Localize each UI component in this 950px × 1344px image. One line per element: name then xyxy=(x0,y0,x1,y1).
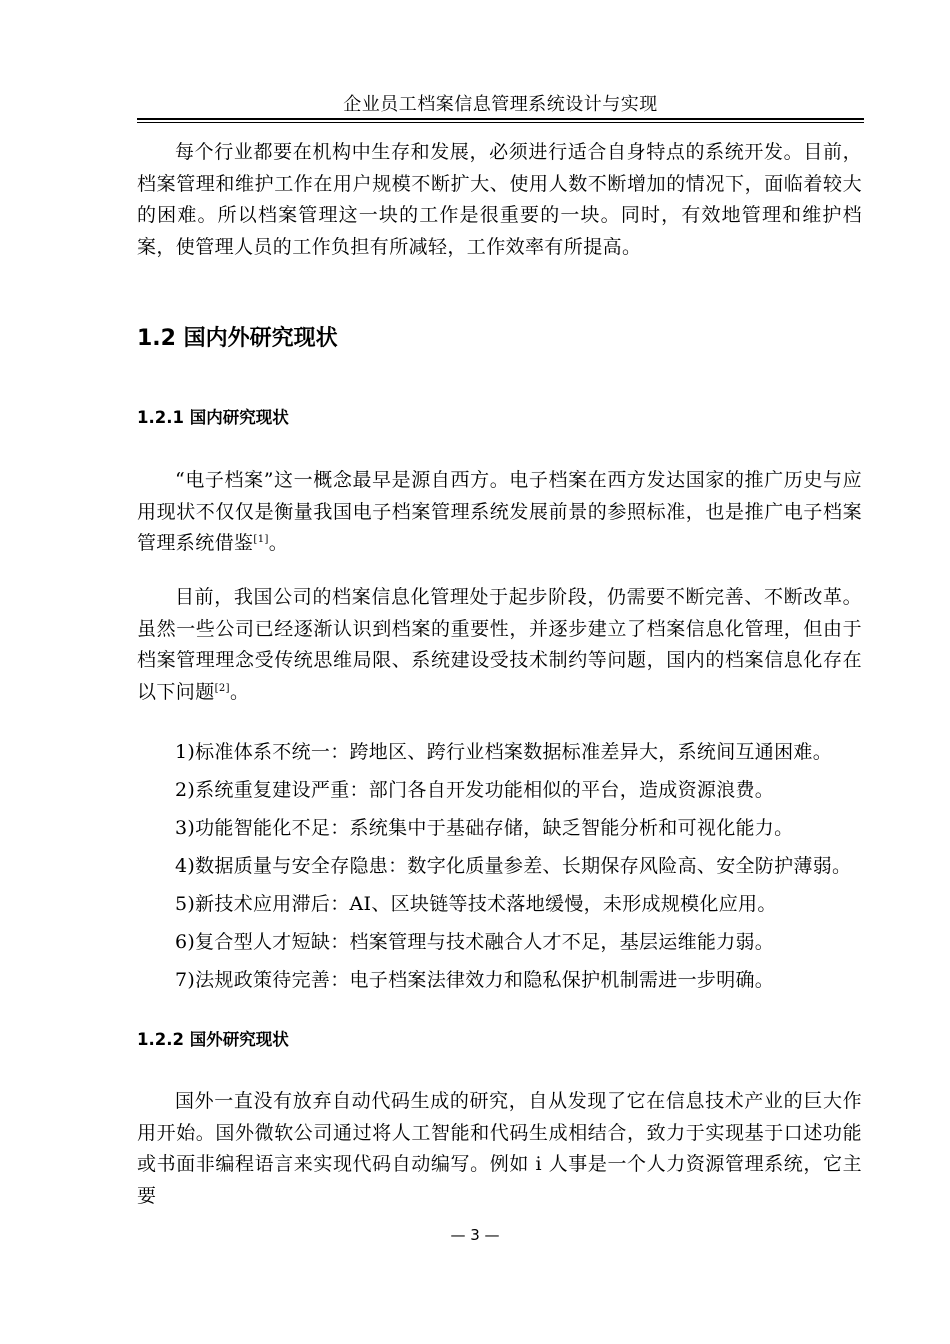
running-header: 企业员工档案信息管理系统设计与实现 xyxy=(343,94,658,115)
domestic-paragraph-1-end: 。 xyxy=(268,532,289,554)
problem-list-item: 2)系统重复建设严重：部门各自开发功能相似的平台，造成资源浪费。 xyxy=(175,779,775,801)
domestic-paragraph-1-text: “电子档案”这一概念最早是源自西方。电子档案在西方发达国家的推广历史与应用现状不仅仅是衡量我国电子档案管理系统发展前景的参照标准，也是推广电子档案管理系统借鉴 xyxy=(137,469,862,554)
header-rule-thin xyxy=(137,122,864,123)
foreign-paragraph-1: 国外一直没有放弃自动代码生成的研究，自从发现了它在信息技术产业的巨大作用开始。国外微软公司通过将人工智能和代码生成相结合，致力于实现基于口述功能或书面非编程语言来实现代码自动编写。例如 i 人事是一个人力资源管理系统，它主要 xyxy=(137,1090,862,1207)
problem-list-item: 6)复合型人才短缺：档案管理与技术融合人才不足，基层运维能力弱。 xyxy=(175,931,775,953)
problem-list-item: 7)法规政策待完善：电子档案法律效力和隐私保护机制需进一步明确。 xyxy=(175,969,775,991)
problem-list-item: 5)新技术应用滞后：AI、区块链等技术落地缓慢，未形成规模化应用。 xyxy=(175,893,777,915)
header-rule-thick xyxy=(137,118,864,120)
citation-ref-1: [1] xyxy=(253,534,269,545)
citation-ref-2: [2] xyxy=(214,682,230,694)
problem-list-item: 1)标准体系不统一：跨地区、跨行业档案数据标准差异大，系统间互通困难。 xyxy=(175,741,833,763)
domestic-paragraph-1 xyxy=(137,465,862,560)
section-heading-1-2: 1.2 国内外研究现状 xyxy=(137,326,338,351)
page-number: — 3 — xyxy=(450,1226,500,1244)
intro-paragraph: 每个行业都要在机构中生存和发展，必须进行适合自身特点的系统开发。目前，档案管理和维护工作在用户规模不断扩大、使用人数不断增加的情况下，面临着较大的困难。所以档案管理这一块的工作是很重要的一块。同时，有效地管理和维护档案，使管理人员的工作负担有所减轻，工作效率有所提高。 xyxy=(137,141,862,258)
problem-list-item: 4)数据质量与安全存隐患：数字化质量参差、长期保存风险高、安全防护薄弱。 xyxy=(175,855,852,877)
subsection-heading-1-2-1: 1.2.1 国内研究现状 xyxy=(137,408,289,427)
domestic-paragraph-2-end: 。 xyxy=(229,680,250,703)
domestic-paragraph-2 xyxy=(137,582,862,708)
domestic-paragraph-2-text: 目前，我国公司的档案信息化管理处于起步阶段，仍需要不断完善、不断改革。虽然一些公司已经逐渐认识到档案的重要性，并逐步建立了档案信息化管理，但由于档案管理理念受传统思维局限、系统建设受技术制约等问题，国内的档案信息化存在以下问题 xyxy=(137,586,862,703)
problem-list-item: 3)功能智能化不足：系统集中于基础存储，缺乏智能分析和可视化能力。 xyxy=(175,817,794,839)
subsection-heading-1-2-2: 1.2.2 国外研究现状 xyxy=(137,1030,289,1049)
